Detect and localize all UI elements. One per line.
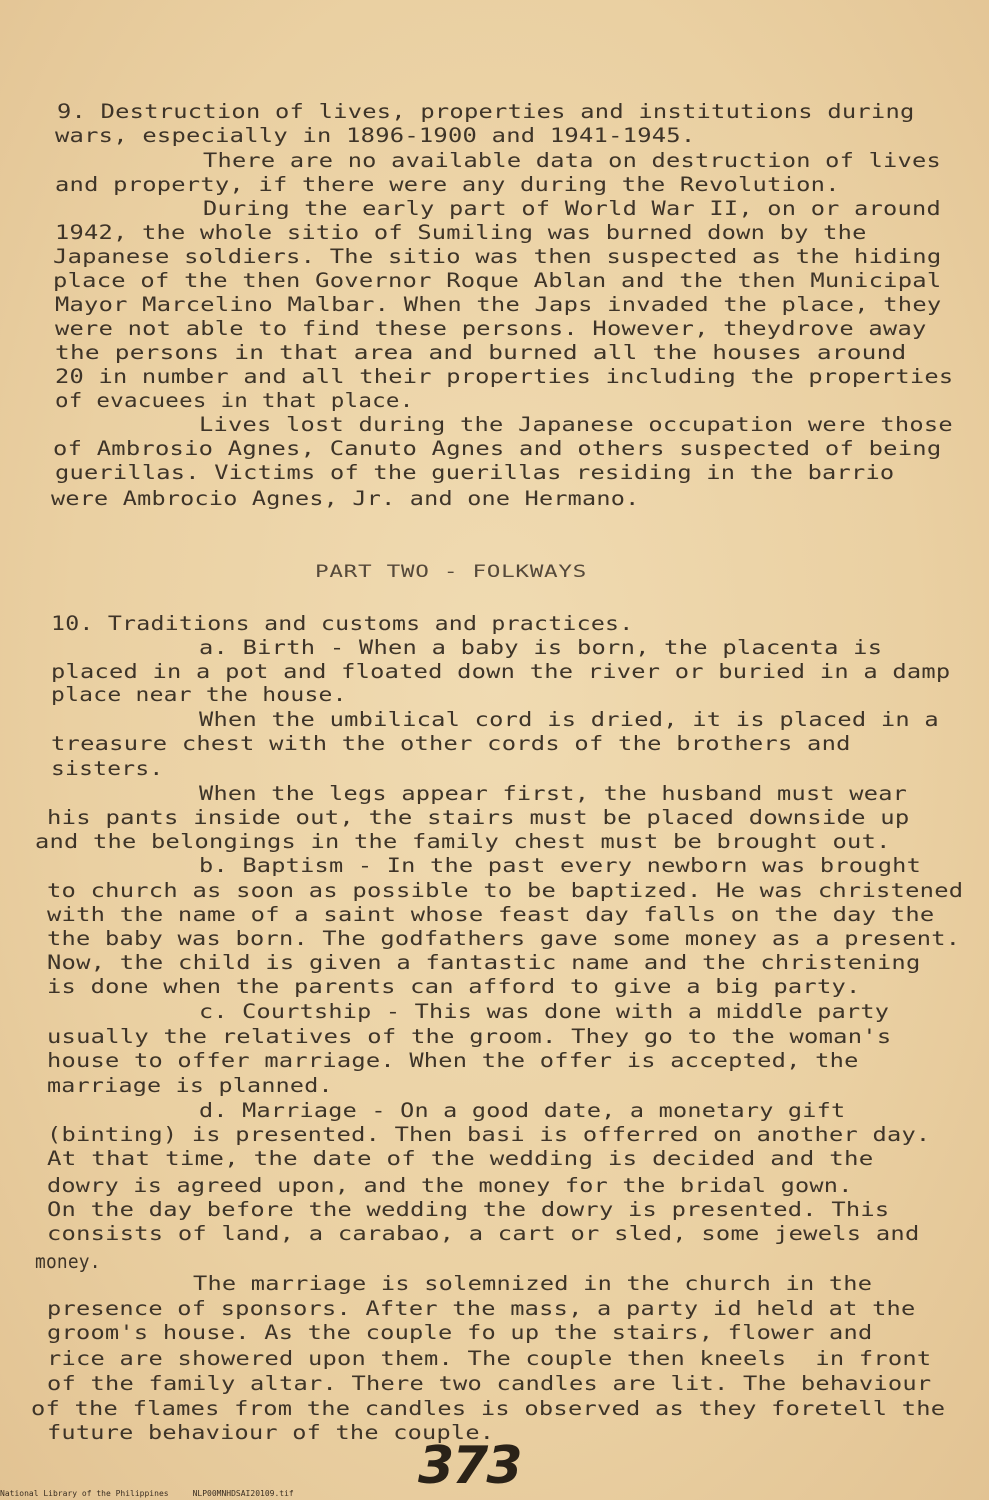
text-line: 1942, the whole sitio of Sumiling was burned down by the	[55, 221, 867, 244]
text-line: presence of sponsors. After the mass, a party id held at the	[47, 1297, 916, 1320]
text-line: 20 in number and all their properties including the properties	[55, 365, 954, 388]
text-line: There are no available data on destruction of lives	[203, 149, 941, 172]
text-line: usually the relatives of the groom. They go to the woman's	[47, 1025, 892, 1048]
text-line: and the belongings in the family chest must be brought out.	[35, 830, 891, 853]
text-line: house to offer marriage. When the offer is accepted, the	[47, 1049, 859, 1072]
footer	[0, 1489, 318, 1499]
text-line: of the family altar. There two candles are lit. The behaviour	[47, 1372, 932, 1395]
text-line: b. Baptism - In the past every newborn was brought	[199, 854, 922, 877]
text-line: d. Marriage - On a good date, a monetary gift	[199, 1099, 846, 1122]
text-line: At that time, the date of the wedding is decided and the	[47, 1147, 874, 1170]
text-line: During the early part of World War II, on or around	[203, 197, 941, 220]
text-line: sisters.	[51, 757, 164, 780]
text-line: of Ambrosio Agnes, Canuto Agnes and others suspected of being	[53, 437, 942, 460]
page-number: 373	[418, 1436, 521, 1496]
text-line: Mayor Marcelino Malbar. When the Japs invaded the place, they	[55, 293, 942, 316]
text-line: his pants inside out, the stairs must be placed downside up	[47, 806, 910, 829]
text-line: were Ambrocio Agnes, Jr. and one Hermano.	[51, 487, 640, 510]
text-line: When the umbilical cord is dried, it is placed in a	[199, 708, 939, 731]
text-line: Japanese soldiers. The sitio was then suspected as the hiding	[53, 245, 942, 268]
text-line: When the legs appear first, the husband must wear	[199, 782, 908, 805]
text-line: c. Courtship - This was done with a middle party	[199, 1000, 890, 1023]
section-heading: PART TWO - FOLKWAYS	[315, 562, 587, 582]
text-line: The marriage is solemnized in the church in the	[193, 1272, 873, 1295]
text-line: is done when the parents can afford to give a big party.	[47, 975, 861, 998]
text-line: a. Birth - When a baby is born, the placenta is	[199, 636, 883, 659]
text-line: of the flames from the candles is observed as they foretell the	[31, 1397, 946, 1420]
text-line: placed in a pot and floated down the river or buried in a damp	[51, 660, 951, 683]
text-line: On the day before the wedding the dowry is presented. This	[47, 1198, 890, 1221]
footer-library: National Library of the Philippines	[0, 1489, 169, 1498]
text-line: marriage is planned.	[47, 1074, 333, 1097]
text-line: guerillas. Victims of the guerillas residing in the barrio	[55, 461, 895, 484]
text-line: 10. Traditions and customs and practices.	[51, 612, 634, 635]
text-line: were not able to find these persons. However, theydrove away	[55, 317, 927, 340]
text-line: with the name of a saint whose feast day falls on the day the	[47, 903, 935, 926]
text-line: money.	[35, 1250, 101, 1273]
text-line: Lives lost during the Japanese occupation were those	[199, 413, 953, 436]
text-line: place of the then Governor Roque Ablan and the then Municipal	[53, 269, 942, 292]
text-line: dowry is agreed upon, and the money for the bridal gown.	[47, 1174, 853, 1197]
footer-filename: NLP00MNHDSAI20109.tif	[192, 1489, 294, 1498]
text-line: groom's house. As the couple fo up the stairs, flower and	[47, 1321, 873, 1344]
text-line: to church as soon as possible to be baptized. He was christened	[47, 879, 964, 902]
text-line: place near the house.	[51, 683, 347, 706]
text-line: the persons in that area and burned all the houses around	[55, 341, 907, 364]
text-line: consists of land, a carabao, a cart or sled, some jewels and	[47, 1222, 920, 1245]
text-line: of evacuees in that place.	[55, 389, 414, 412]
text-line: Now, the child is given a fantastic name and the christening	[47, 951, 921, 974]
text-line: rice are showered upon them. The couple then kneels in front	[47, 1347, 932, 1370]
text-line: 9. Destruction of lives, properties and institutions during	[57, 100, 915, 123]
text-line: wars, especially in 1896-1900 and 1941-1945.	[55, 124, 696, 147]
text-line: and property, if there were any during the Revolution.	[55, 173, 840, 196]
text-line: the baby was born. The godfathers gave some money as a present.	[47, 927, 961, 950]
text-line: future behaviour of the couple.	[47, 1421, 495, 1444]
text-line: treasure chest with the other cords of the brothers and	[51, 732, 851, 755]
text-line: (binting) is presented. Then basi is offerred on another day.	[47, 1123, 931, 1146]
